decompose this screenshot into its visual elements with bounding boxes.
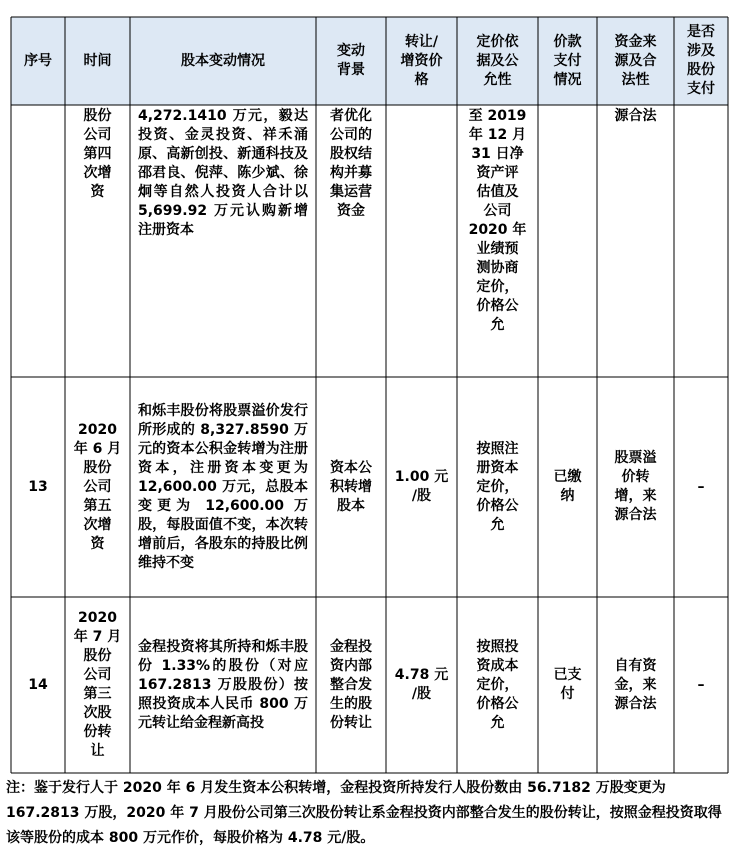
table-row-13-tax: – xyxy=(697,478,705,495)
header-payment: 价款 支付 情况 xyxy=(553,33,582,88)
footnote: 注：鉴于发行人于 2020 年 6 月发生资本公积转增，金程投资所持发行人股份数由 56.7182 万股变更为 167.2813 万股，2020 年 7 月股份公司第三次股份转让系金程投资内部整合发生的股份转让，按照金程投资取得该等股份的成本 800 万元作价，每股价格为 4.78 元/股。 xyxy=(6,780,722,846)
table-row-13-basis: 按照注 册资本 定价， 价格公 允 xyxy=(476,440,519,533)
table-row-13-time: 2020 年 6 月 股份 公司 第五 次增 资 xyxy=(73,421,122,552)
header-tax: 是否 涉及 股份 支付 xyxy=(687,24,715,97)
table-row-14-time: 2020 年 7 月 股份 公司 第三 次股 份转 让 xyxy=(73,610,122,759)
table-row-1-basis: 至 2019 年 12 月 31 日净 资产评 估值及 公司 2020 年 业绩预 测协商 定价， 价格公 允 xyxy=(468,108,527,333)
table-row-14-background: 金程投 资内部 整合发 生的股 份转让 xyxy=(330,638,372,731)
table-row-14-basis: 按照投 资成本 定价， 价格公 允 xyxy=(476,638,519,731)
table-row-14-payment: 已支 付 xyxy=(553,667,582,702)
table-row-1-funds: 源合法 xyxy=(614,108,657,124)
header-basis: 定价依 据及公 允性 xyxy=(476,33,519,88)
header-background: 变动 背景 xyxy=(337,43,365,78)
table-row-14-change: 金程投资将其所持和烁丰股份 1.33%的股份（对应 167.2813 万股股份）按照投资成本人民币 800 万元转让给金程新高投 xyxy=(138,638,308,731)
header-time: 时间 xyxy=(83,52,112,69)
header-seq: 序号 xyxy=(24,52,52,69)
table-row-13-seq: 13 xyxy=(28,478,48,495)
table-row-1-change: 4,272.1410 万元，毅达投资、金灵投资、祥禾涌原、高新创投、新通科技及邵君良、倪萍、陈少斌、徐炯等自然人投资人合计以 5,699.92 万元认购新增注册资本 xyxy=(138,108,308,238)
table-row-13-price: 1.00 元 /股 xyxy=(394,469,449,504)
table-row-13-funds: 股票溢 价转 增，来 源合法 xyxy=(614,450,657,523)
table-row-14-tax: – xyxy=(697,676,705,693)
table-row-13-change: 和烁丰股份将股票溢价发行所形成的 8,327.8590 万元的资本公积金转增为注册资本，注册资本变更为 12,600.00 万元，总股本变更为 12,600.00 万股，每股面值不变，本次转增前后，各股东的持股比例维持不变 xyxy=(138,402,308,571)
table-row-1-background: 者优化 公司的 股权结 构并募 集运营 资金 xyxy=(330,108,372,219)
table-row-14-funds: 自有资 金，来 源合法 xyxy=(614,657,657,712)
header-price: 转让/ 增资价 格 xyxy=(400,33,443,88)
header-change: 股本变动情况 xyxy=(181,52,265,69)
table-row-13-payment: 已缴 纳 xyxy=(553,469,582,504)
table-row-14-seq: 14 xyxy=(28,676,48,693)
table-row-1-time: 股份 公司 第四 次增 资 xyxy=(83,108,112,200)
table-row-13-background: 资本公 积转增 股本 xyxy=(330,459,372,514)
header-funds: 资金来 源及合 法性 xyxy=(614,33,657,88)
table-row-14-price: 4.78 元 /股 xyxy=(394,667,449,702)
